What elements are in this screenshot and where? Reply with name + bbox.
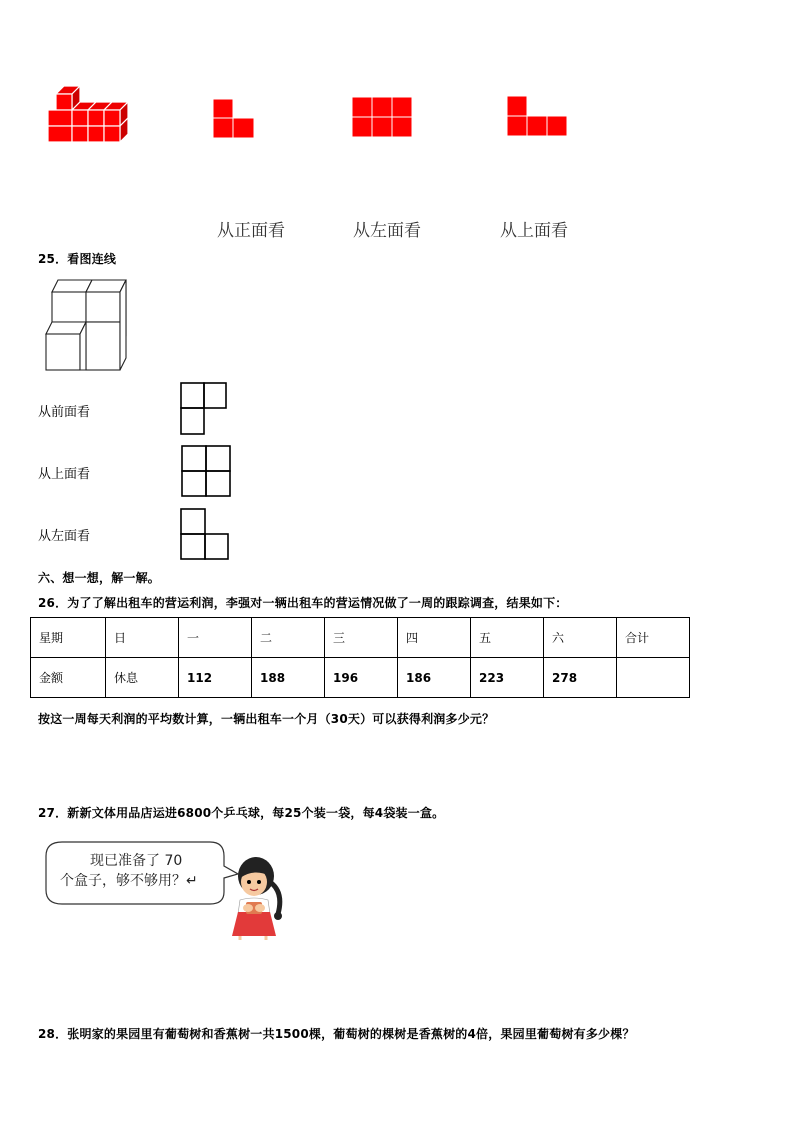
- view-label-front: 从前面看: [38, 405, 91, 420]
- cube-solid-outline: [40, 278, 130, 374]
- table-cell: 休息: [106, 658, 179, 698]
- table-cell: 二: [252, 618, 325, 658]
- table-cell: 四: [398, 618, 471, 658]
- bubble-text-line-2: 个盒子，够不够用？↵: [60, 873, 198, 889]
- table-cell: 112: [179, 658, 252, 698]
- table-cell: 星期: [31, 618, 106, 658]
- red-view-front: [212, 98, 256, 140]
- caption-left-view: 从左面看: [353, 221, 421, 241]
- red-view-left: [351, 96, 413, 138]
- table-header-row: [31, 618, 690, 658]
- table-cell: 186: [398, 658, 471, 698]
- table-cell: 六: [544, 618, 617, 658]
- grid-view-option-1[interactable]: [179, 381, 229, 437]
- bubble-text-line-1: 现已准备了 70: [90, 853, 183, 869]
- section-6-title: 六、想一想，解一解。: [38, 571, 161, 585]
- view-label-left: 从左面看: [38, 529, 91, 544]
- table-row: [31, 658, 690, 698]
- question-26-title: 26．为了了解出租车的营运利润，李强对一辆出租车的营运情况做了一周的跟踪调查，结果如下：: [38, 596, 568, 610]
- table-cell: 日: [106, 618, 179, 658]
- caption-front-view: 从正面看: [217, 221, 285, 241]
- question-28-title: 28．张明家的果园里有葡萄树和香蕉树一共1500棵，葡萄树的棵树是香蕉树的4倍，果园里葡萄树有多少棵？: [38, 1027, 635, 1041]
- red-cube-solid: [40, 82, 130, 148]
- table-cell: 合计: [617, 618, 690, 658]
- caption-top-view: 从上面看: [500, 221, 568, 241]
- profit-table: [30, 617, 690, 698]
- table-cell: 278: [544, 658, 617, 698]
- question-27-title: 27．新新文体用品店运进6800个乒乓球，每25个装一袋，每4袋装一盒。: [38, 806, 445, 820]
- table-cell: 一: [179, 618, 252, 658]
- table-cell: 五: [471, 618, 544, 658]
- question-26-prompt: 按这一周每天利润的平均数计算，一辆出租车一个月（30天）可以获得利润多少元？: [38, 712, 495, 726]
- question-25-title: 25．看图连线: [38, 252, 117, 266]
- red-view-top: [506, 95, 568, 137]
- table-cell: 188: [252, 658, 325, 698]
- table-cell: 196: [325, 658, 398, 698]
- table-cell: 金额: [31, 658, 106, 698]
- table-total-cell[interactable]: [617, 658, 690, 698]
- grid-view-option-2[interactable]: [180, 444, 232, 499]
- view-label-top: 从上面看: [38, 467, 91, 482]
- table-cell: 三: [325, 618, 398, 658]
- grid-view-option-3[interactable]: [179, 507, 231, 562]
- table-cell: 223: [471, 658, 544, 698]
- girl-illustration: [226, 852, 290, 940]
